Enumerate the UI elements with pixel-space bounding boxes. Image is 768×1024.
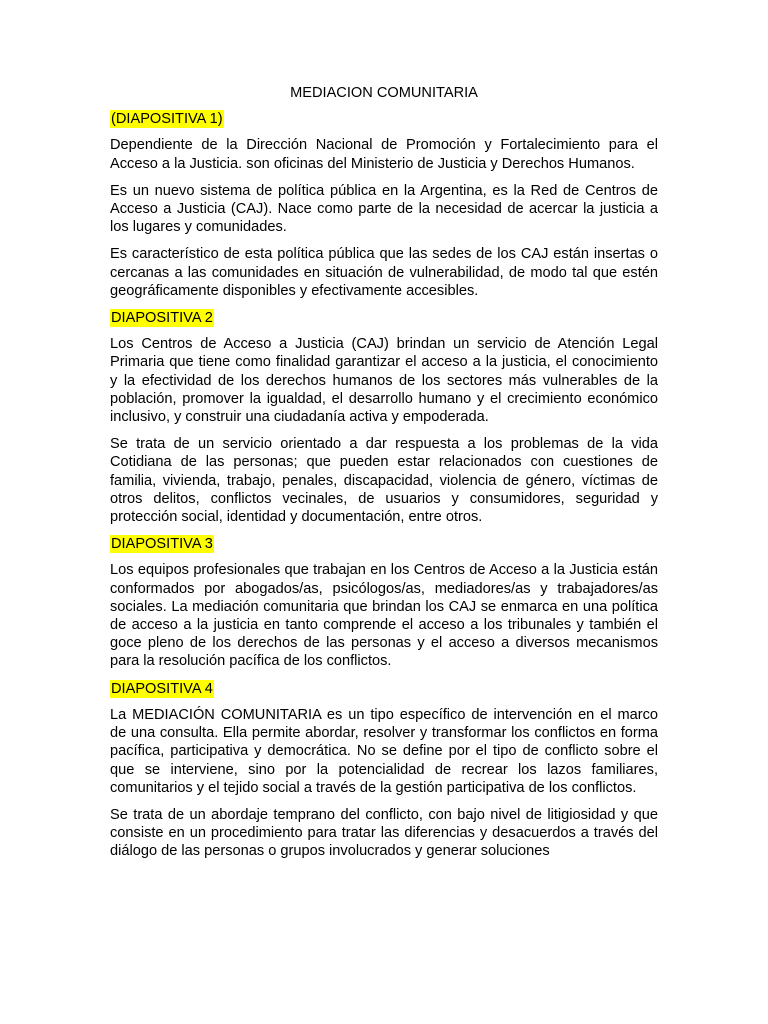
document-title: MEDIACION COMUNITARIA bbox=[290, 85, 478, 101]
slide-label-1: (DIAPOSITIVA 1) bbox=[111, 111, 223, 128]
slide-label-2: DIAPOSITIVA 2 bbox=[111, 310, 213, 327]
slide-1-heading bbox=[110, 110, 658, 128]
paragraph: Los equipos profesionales que trabajan en los Centros de Acceso a la Justicia están conformados por abogados/as, psicólogos/as, mediadores/as y trabajadores/as sociales. La mediación comunitaria que brindan los CAJ se enmarca en una política de acceso a la justicia en tanto comprende el acceso a los tribunales y también el goce pleno de los derechos de las personas y el acceso a diversos mecanismos para la resolución pacífica de los conflictos. bbox=[110, 562, 658, 670]
paragraph: Dependiente de la Dirección Nacional de Promoción y Fortalecimiento para el Acceso a la Justicia. son oficinas del Ministerio de Justicia y Derechos Humanos. bbox=[110, 137, 658, 172]
document-body bbox=[110, 84, 658, 870]
slide-label-3: DIAPOSITIVA 3 bbox=[111, 536, 213, 553]
paragraph: Es un nuevo sistema de política pública en la Argentina, es la Red de Centros de Acceso a Justicia (CAJ). Nace como parte de la necesidad de acercar la justicia a los lugares y comunidades. bbox=[110, 182, 658, 236]
slide-4-heading bbox=[110, 680, 658, 698]
paragraph: La MEDIACIÓN COMUNITARIA es un tipo específico de intervención en el marco de una consulta. Ella permite abordar, resolver y transformar los conflictos en forma pacífica, participativa y democrática. No se define por el tipo de conflicto sobre el que se interviene, sino por la potencialidad de recrear los lazos familiares, comunitarios y el tejido social a través de la gestión participativa de los conflictos. bbox=[110, 706, 658, 796]
paragraph: Los Centros de Acceso a Justicia (CAJ) brindan un servicio de Atención Legal Primaria que tiene como finalidad garantizar el acceso a la justicia, el conocimiento y la efectividad de los derechos humanos de los sectores más vulnerables de la población, promover la igualdad, el desarrollo humano y el crecimiento económico inclusivo, y construir una ciudadanía activa y empoderada. bbox=[110, 336, 658, 426]
paragraph: Se trata de un abordaje temprano del conflicto, con bajo nivel de litigiosidad y que consiste en un procedimiento para tratar las diferencias y desacuerdos a través del diálogo de las personas o grupos involucrados y generar soluciones bbox=[110, 806, 658, 860]
paragraph: Es característico de esta política pública que las sedes de los CAJ están insertas o cercanas a las comunidades en situación de vulnerabilidad, de modo tal que estén geográficamente disponibles y efectivamente accesibles. bbox=[110, 246, 658, 299]
slide-3-heading bbox=[110, 535, 658, 553]
slide-2-heading bbox=[110, 309, 658, 327]
slide-label-4: DIAPOSITIVA 4 bbox=[111, 680, 213, 697]
paragraph: Se trata de un servicio orientado a dar respuesta a los problemas de la vida Cotidiana de las personas; que pueden estar relacionados con cuestiones de familia, vivienda, trabajo, penales, discapacidad, violencia de género, víctimas de otros delitos, conflictos vecinales, de usuarios y consumidores, seguridad y protección social, identidad y documentación, entre otros. bbox=[110, 436, 658, 526]
